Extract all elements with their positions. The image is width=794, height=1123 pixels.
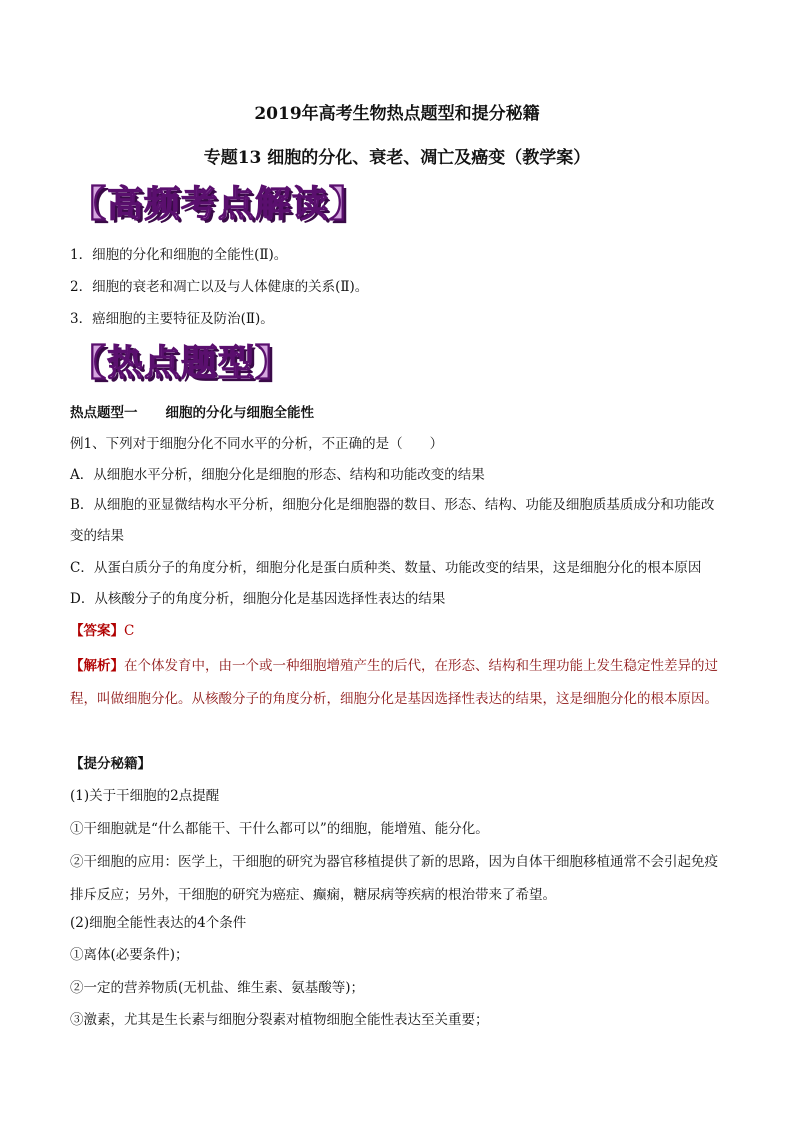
section-banner-hot-types: 【热点题型】 [70, 342, 293, 384]
tip-6: ②一定的营养物质(无机盐、维生素、氨基酸等)； [70, 980, 365, 996]
tip-5: ①离体(必要条件)； [70, 947, 189, 963]
document-title: 2019年高考生物热点题型和提分秘籍 [254, 104, 540, 124]
option-a: A．从细胞水平分析，细胞分化是细胞的形态、结构和功能改变的结果 [70, 467, 485, 483]
analysis-label: 【解析】 [70, 658, 124, 674]
tips-heading: 【提分秘籍】 [70, 756, 151, 772]
tip-4: (2)细胞全能性表达的4个条件 [70, 915, 247, 931]
answer-line [70, 621, 730, 641]
answer-label: 【答案】 [70, 623, 124, 639]
tip-3: ②干细胞的应用：医学上，干细胞的研究为器官移植提供了新的思路，因为自体干细胞移植通常不会引起免疫排斥反应；另外，干细胞的研究为癌症、癫痫，糖尿病等疾病的根治带来了希望。 [70, 854, 718, 903]
section-banner-high-frequency: 【高频考点解读】 [70, 183, 367, 225]
hot-type-label: 热点题型一 [70, 405, 138, 421]
exam-point-3: 3．癌细胞的主要特征及防治(Ⅱ)。 [70, 311, 274, 327]
option-c: C．从蛋白质分子的角度分析，细胞分化是蛋白质种类、数量、功能改变的结果，这是细胞分化的根本原因 [70, 560, 702, 576]
option-d: D．从核酸分子的角度分析，细胞分化是基因选择性表达的结果 [70, 591, 446, 607]
analysis-paragraph [70, 650, 726, 716]
tip-2: ①干细胞就是“什么都能干、干什么都可以”的细胞，能增殖、能分化。 [70, 821, 489, 837]
analysis-text: 在个体发育中，由一个或一种细胞增殖产生的后代，在形态、结构和生理功能上发生稳定性差异的过程，叫做细胞分化。从核酸分子的角度分析，细胞分化是基因选择性表达的结果，这是细胞分化的根本原因。 [70, 658, 718, 707]
question-stem: 例1、下列对于细胞分化不同水平的分析，不正确的是（ ） [70, 436, 444, 452]
document-subtitle: 专题13 细胞的分化、衰老、凋亡及癌变（教学案） [203, 148, 591, 168]
hot-type-title: 细胞的分化与细胞全能性 [165, 405, 314, 421]
exam-point-1: 1．细胞的分化和细胞的全能性(Ⅱ)。 [70, 247, 288, 263]
hot-type-heading [70, 403, 730, 423]
tip-7: ③激素，尤其是生长素与细胞分裂素对植物细胞全能性表达至关重要； [70, 1012, 489, 1028]
tip-1: (1)关于干细胞的2点提醒 [70, 788, 220, 804]
option-b: B．从细胞的亚显微结构水平分析，细胞分化是细胞器的数目、形态、结构、功能及细胞质基质成分和功能改变的结果 [70, 497, 715, 544]
answer-value: C [124, 623, 135, 639]
exam-point-2: 2．细胞的衰老和凋亡以及与人体健康的关系(Ⅱ)。 [70, 279, 369, 295]
